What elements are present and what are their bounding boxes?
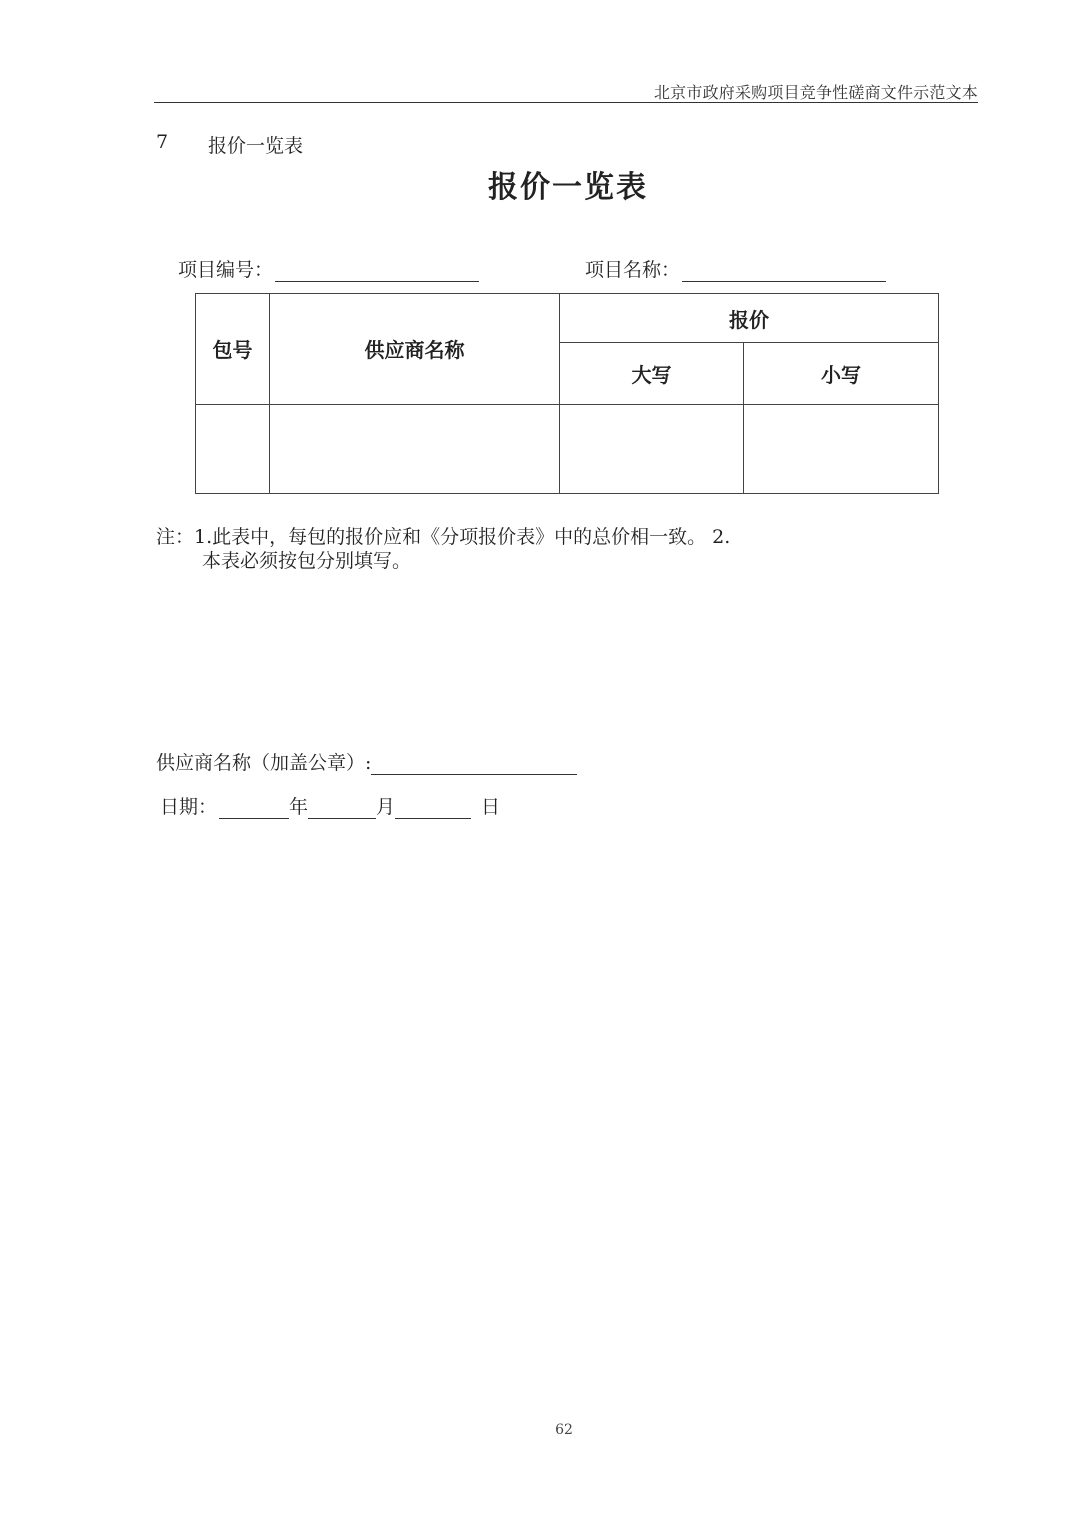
year-label: 年 [289, 796, 309, 818]
cell-lowercase[interactable] [744, 404, 939, 493]
date-field [160, 792, 500, 819]
month-label: 月 [376, 796, 396, 818]
table-row [196, 404, 939, 493]
header-uppercase: 大写 [560, 343, 744, 404]
project-name-blank[interactable] [682, 259, 886, 282]
header-quote: 报价 [560, 294, 939, 343]
day-label: 日 [481, 796, 501, 818]
supplier-signature-label: 供应商名称（加盖公章）: [156, 752, 372, 774]
note-line-2: 本表必须按包分别填写。 [202, 550, 412, 572]
project-number-blank[interactable] [275, 259, 479, 282]
cell-uppercase[interactable] [560, 404, 744, 493]
project-name-label: 项目名称： [585, 259, 681, 281]
header-package: 包号 [196, 294, 270, 405]
section-number: 7 [156, 131, 169, 153]
note-line-1: 注：1.此表中，每包的报价应和《分项报价表》中的总价相一致。 2. [156, 526, 731, 548]
page-number: 62 [555, 1422, 573, 1438]
cell-supplier-name[interactable] [270, 404, 560, 493]
section-title: 报价一览表 [208, 135, 304, 157]
header-supplier-name: 供应商名称 [270, 294, 560, 405]
running-header: 北京市政府采购项目竞争性磋商文件示范文本 [653, 83, 978, 102]
day-blank[interactable] [395, 796, 471, 819]
project-name-field [585, 255, 886, 282]
project-number-field [178, 255, 479, 282]
quote-table [195, 293, 939, 494]
month-blank[interactable] [308, 796, 376, 819]
cell-package[interactable] [196, 404, 270, 493]
date-label: 日期： [160, 796, 218, 818]
year-blank[interactable] [219, 796, 289, 819]
project-number-label: 项目编号： [178, 259, 274, 281]
header-lowercase: 小写 [744, 343, 939, 404]
supplier-signature-blank[interactable] [371, 752, 577, 775]
document-title: 报价一览表 [488, 170, 648, 205]
supplier-signature-field [156, 748, 577, 775]
header-divider [154, 102, 978, 103]
